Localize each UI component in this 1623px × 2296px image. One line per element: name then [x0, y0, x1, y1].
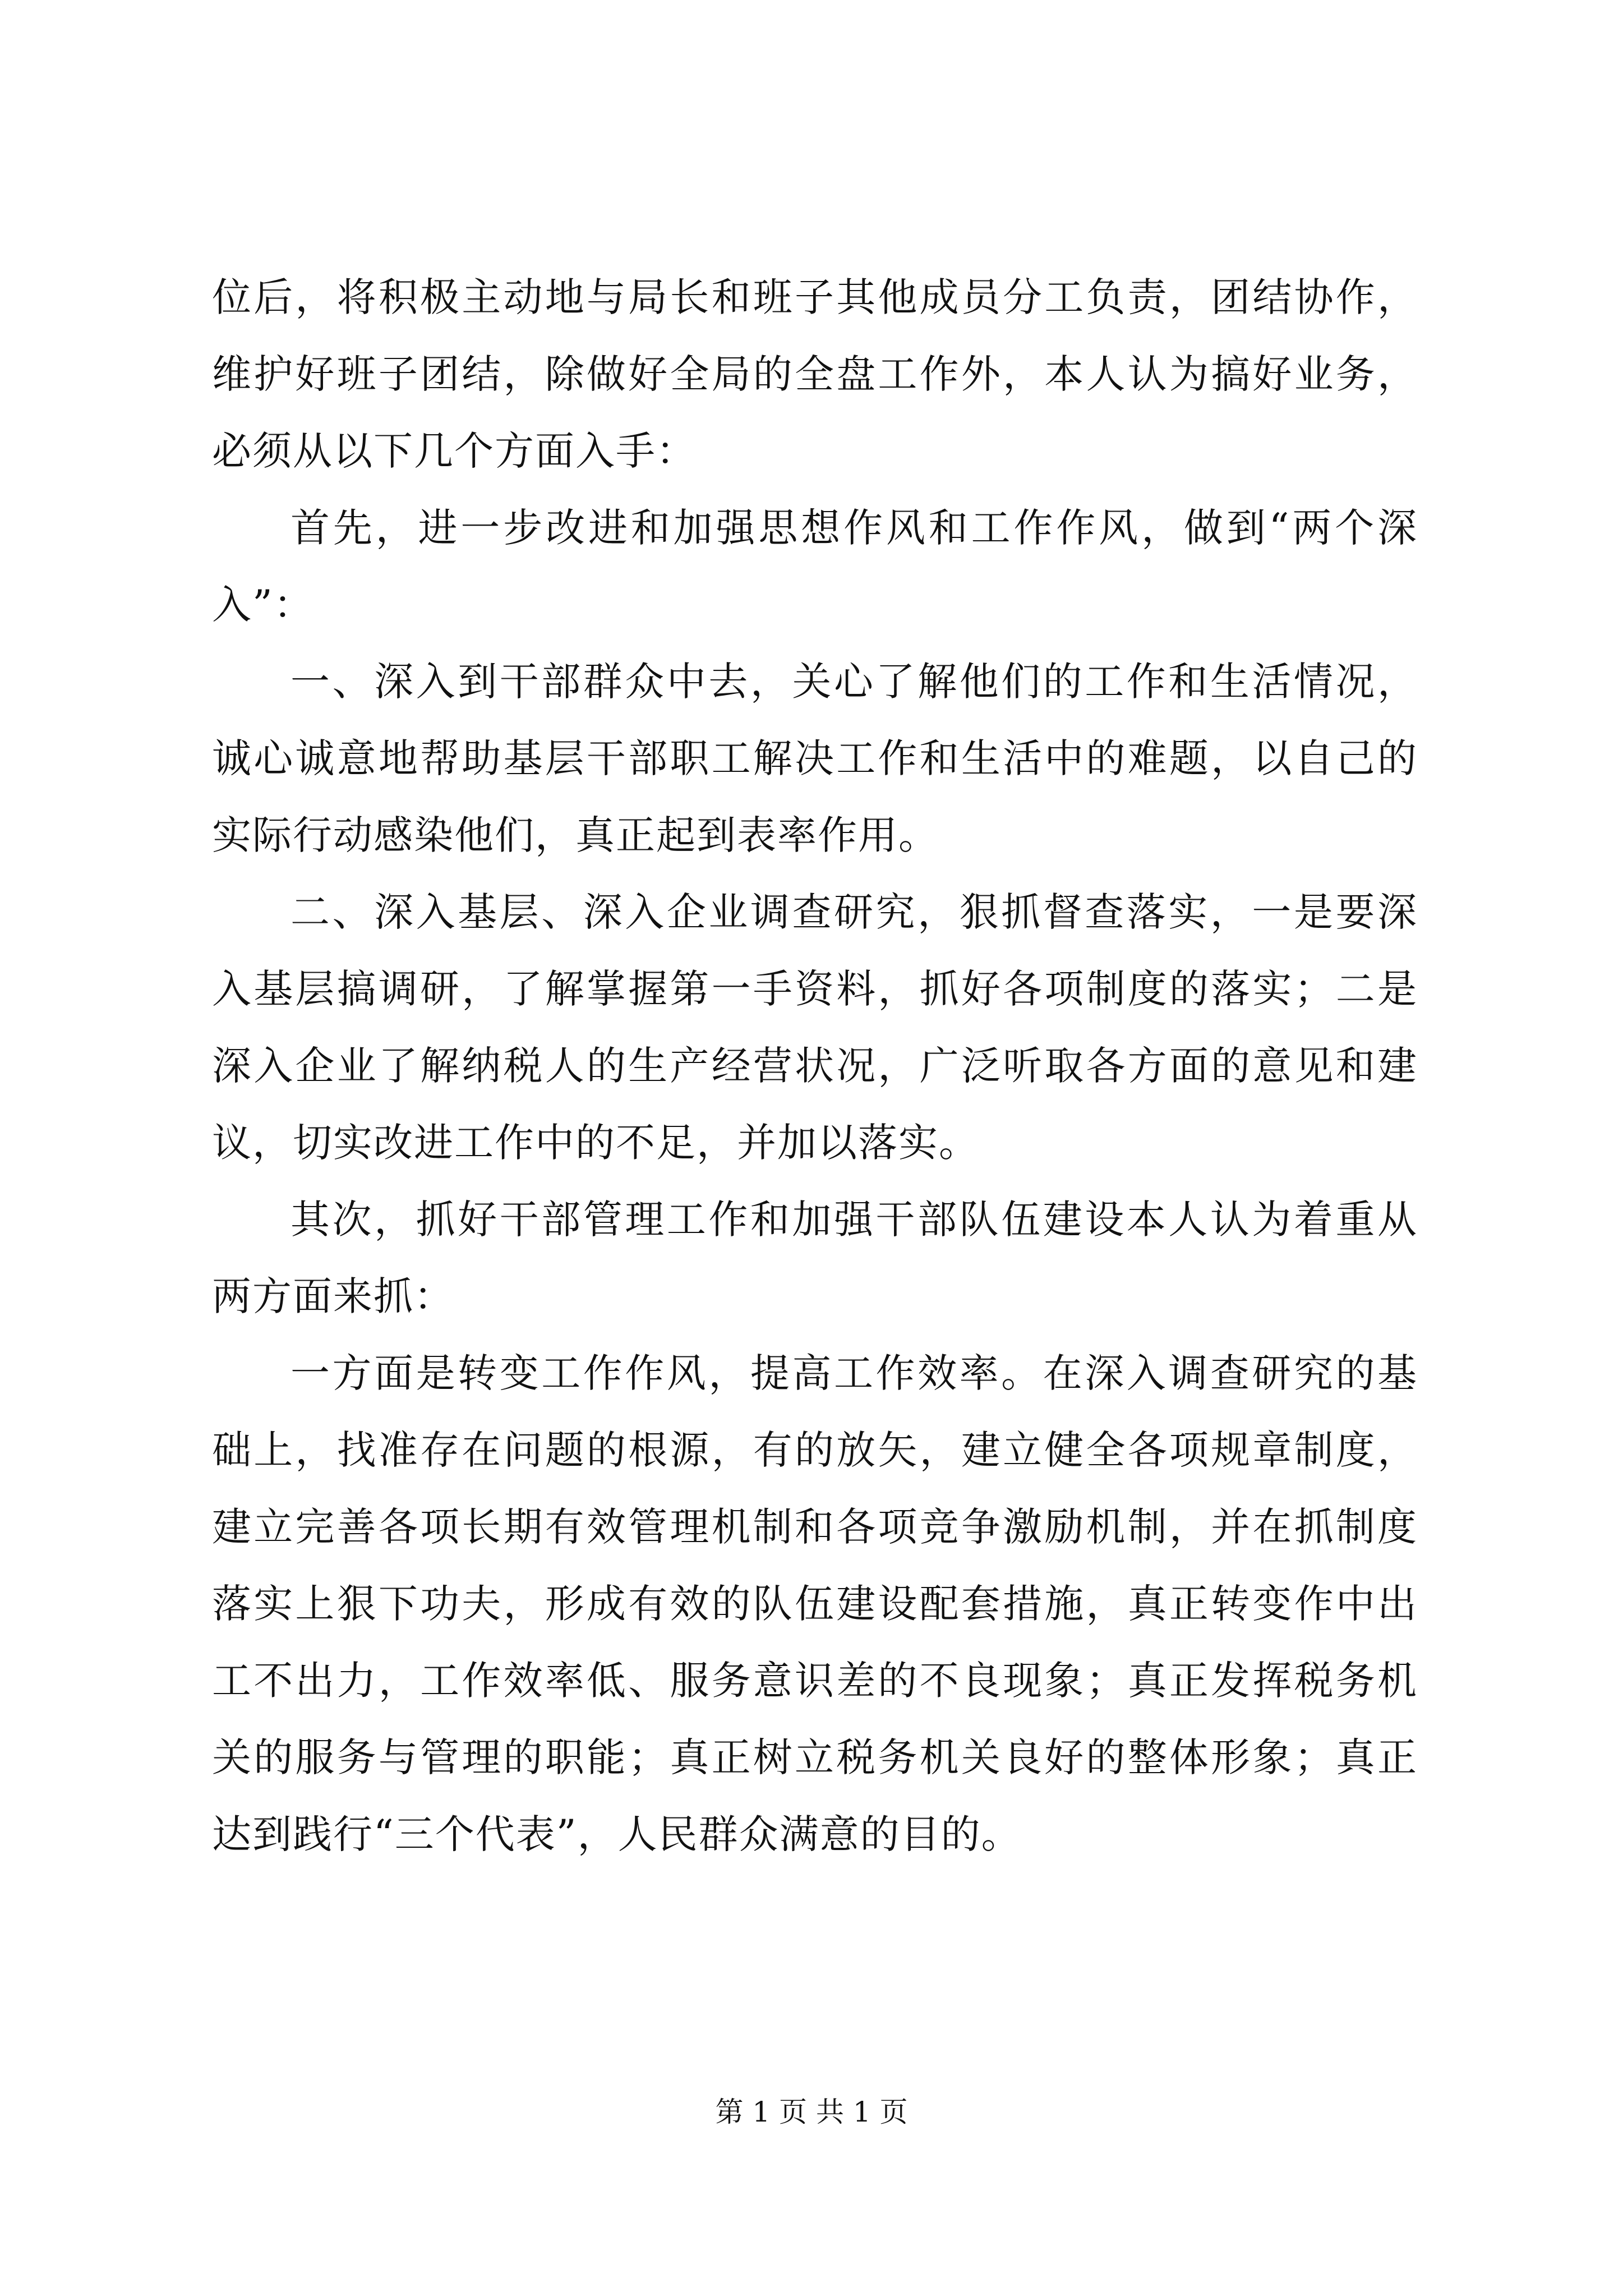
paragraph-item-one: 一、深入到干部群众中去，关心了解他们的工作和生活情况，诚心诚意地帮助基层干部职工解决工作和生活中的难题，以自己的实际行动感染他们，真正起到表率作用。	[212, 659, 1418, 858]
page-footer: 第 1 页 共 1 页	[715, 2096, 908, 2128]
paragraph-aspect-one: 一方面是转变工作作风，提高工作效率。在深入调查研究的基础上，找准存在问题的根源，有的放矢，建立健全各项规章制度，建立完善各项长期有效管理机制和各项竞争激励机制，并在抓制度落实上狠下功夫，形成有效的队伍建设配套措施，真正转变作中出工不出力，工作效率低、服务意识差的不良现象；真正发挥税务机关的服务与管理的职能；真正树立税务机关良好的整体形象；真正达到践行“三个代表”，人民群众满意的目的。	[212, 1350, 1418, 1857]
paragraph-item-two: 二、深入基层、深入企业调查研究，狠抓督查落实，一是要深入基层搞调研，了解掌握第一手资料，抓好各项制度的落实；二是深入企业了解纳税人的生产经营状况，广泛听取各方面的意见和建议，切实改进工作中的不足，并加以落实。	[212, 889, 1418, 1166]
paragraph-continuation: 位后，将积极主动地与局长和班子其他成员分工负责，团结协作，维护好班子团结，除做好全局的全盘工作外，本人认为搞好业务，必须从以下几个方面入手：	[212, 274, 1418, 474]
paragraph-second-point: 其次，抓好干部管理工作和加强干部队伍建设本人认为着重从两方面来抓：	[212, 1197, 1418, 1319]
paragraph-first-point: 首先，进一步改进和加强思想作风和工作作风，做到“两个深入”：	[212, 505, 1418, 628]
document-body	[212, 259, 1418, 1873]
